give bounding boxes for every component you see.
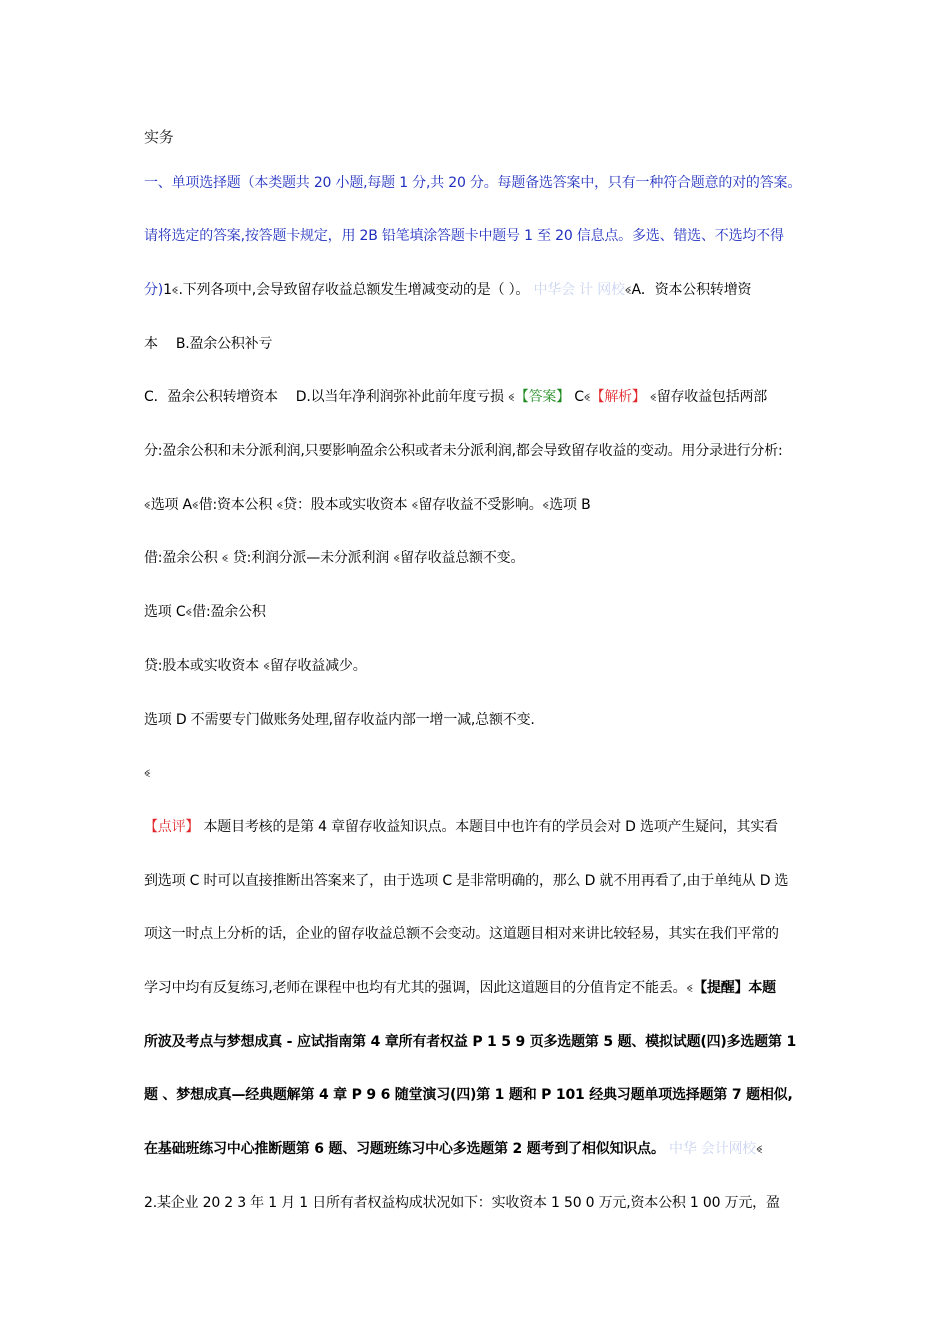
entry-c-line (144, 602, 266, 624)
comment-line-1 (144, 817, 778, 837)
entry-b-result: 留存收益总额不变。 (400, 550, 525, 566)
paragraph-mark-icon: ꔽ (221, 554, 229, 565)
paragraph-mark-icon: ꔽ (411, 501, 419, 512)
tip-line-4 (144, 1139, 763, 1161)
comment-text-2: 到选项 C 时可以直接推断出答案来了，由于选项 C 是非常明确的，那么 D 就不用再看了,由于单纯从 D 选 (144, 873, 789, 889)
paragraph-mark-icon: ꔽ (686, 984, 694, 995)
entry-c-result: 留存收益减少。 (269, 658, 367, 674)
paragraph-mark-icon: ꔽ (393, 554, 401, 565)
analysis-text-2: 分:盈余公积和未分派利润,只要影响盈余公积或者未分派利润,都会导致留存收益的变动。用分录进行分析: (144, 443, 783, 459)
paragraph-mark-icon: ꔽ (171, 286, 179, 297)
comment-text-1: 本题目考核的是第 4 章留存收益知识点。本题目中也许有的学员会对 D 选项产生疑问，其实看 (203, 819, 778, 835)
option-a-end: 本 (144, 336, 158, 352)
paragraph-mark-icon: ꔽ (542, 501, 550, 512)
paragraph-mark-icon: ꔽ (508, 393, 515, 404)
entry-c-credit-line (144, 656, 367, 678)
section-instructions-line-1: 一、单项选择题（本类题共 20 小题,每题 1 分,共 20 分。每题备选答案中，只有一种符合题意的对的答案。 (144, 175, 802, 191)
entry-b-credit: 贷:利润分派—未分派利润 (232, 550, 390, 566)
paragraph-mark-icon: ꔽ (263, 662, 270, 673)
entry-b-label: 选项 B (549, 497, 591, 513)
options-c-d-answer-line (144, 387, 767, 409)
comment-tag: 【点评】 (144, 819, 200, 835)
entry-d-line: 选项 D 不需要专门做账务处理,留存收益内部一增一减,总额不变. (144, 712, 535, 728)
entry-b-line (144, 548, 524, 570)
entry-c-label: 选项 C (144, 604, 186, 620)
paragraph-mark-icon: ꔽ (144, 501, 151, 512)
entry-a-result: 留存收益不受影响。 (418, 497, 543, 513)
section-instructions-line-2: 请将选定的答案,按答题卡规定，用 2B 铅笔填涂答题卡中题号 1 至 20 信息点。多选、错选、不选均不得 (144, 228, 784, 244)
paragraph-mark-icon: ꔽ (583, 393, 591, 404)
question-1-stem: .下列各项中,会导致留存收益总额发生增减变动的是（ ）。 (178, 282, 530, 298)
tip-text-1: 【提醒】本题 (693, 980, 776, 996)
paragraph-mark-icon: ꔽ (624, 286, 632, 297)
entry-a-label: 选项 A (150, 497, 192, 513)
watermark-text: 中华 会计网校 (669, 1141, 757, 1157)
section-instructions-line-3: 分) (144, 282, 164, 298)
question-1-number: 1 (163, 282, 172, 298)
doc-title: 实务 (144, 128, 174, 146)
answer-tag: 【答案】 (514, 389, 570, 405)
entry-a-debit: 借:资本公积 (198, 497, 273, 513)
tip-text-2: 所波及考点与梦想成真 - 应试指南第 4 章所有者权益 P 1 5 9 页多选题第 5 题、模拟试题(四)多选题第 1 (144, 1034, 797, 1050)
entry-c-debit: 借:盈余公积 (192, 604, 266, 620)
option-c: C．盈余公积转增资本 (144, 389, 278, 405)
paragraph-mark-icon: ꔽ (191, 501, 199, 512)
tip-text-4: 在基础班练习中心推断题第 6 题、习题班练习中心多选题第 2 题考到了相似知识点。 (144, 1141, 665, 1157)
paragraph-mark-icon: ꔽ (144, 769, 151, 780)
watermark-text: 中华会 计 网校 (533, 282, 625, 298)
question-1-stem-line (144, 280, 751, 302)
paragraph-mark-icon: ꔽ (650, 393, 657, 404)
answer-value: C (574, 389, 584, 405)
tip-text-3: 题 、梦想成真—经典题解第 4 章 P 9 6 随堂演习(四)第 1 题和 P 101 经典习题单项选择题第 7 题相似, (144, 1087, 793, 1103)
analysis-text-1: 留存收益包括两部 (656, 389, 768, 405)
entry-b-debit: 借:盈余公积 (144, 550, 218, 566)
option-b: B.盈余公积补亏 (175, 336, 273, 352)
empty-paragraph-line (144, 763, 151, 785)
paragraph-mark-icon: ꔽ (185, 608, 193, 619)
entry-a-credit: 贷：股本或实收资本 (283, 497, 408, 513)
analysis-tag: 【解析】 (590, 389, 646, 405)
options-a-b-line (144, 334, 272, 354)
option-a-start: A．资本公积转增资 (631, 282, 752, 298)
entry-a-line (144, 495, 590, 517)
question-2-stem: 2.某企业 20 2 3 年 1 月 1 日所有者权益构成状况如下：实收资本 1 50 0 万元,资本公积 1 00 万元，盈 (144, 1195, 780, 1211)
option-d: D.以当年净利润弥补此前年度亏损 (295, 389, 504, 405)
entry-c-credit: 贷:股本或实收资本 (144, 658, 259, 674)
comment-line-4 (144, 978, 776, 1000)
comment-text-3: 项这一时点上分析的话，企业的留存收益总额不会变动。这道题目相对来讲比较轻易，其实在我们平常的 (144, 926, 779, 942)
paragraph-mark-icon: ꔽ (276, 501, 284, 512)
paragraph-mark-icon: ꔽ (756, 1145, 763, 1156)
comment-text-4: 学习中均有反复练习,老师在课程中也均有尤其的强调，因此这道题目的分值肯定不能丢。 (144, 980, 687, 996)
